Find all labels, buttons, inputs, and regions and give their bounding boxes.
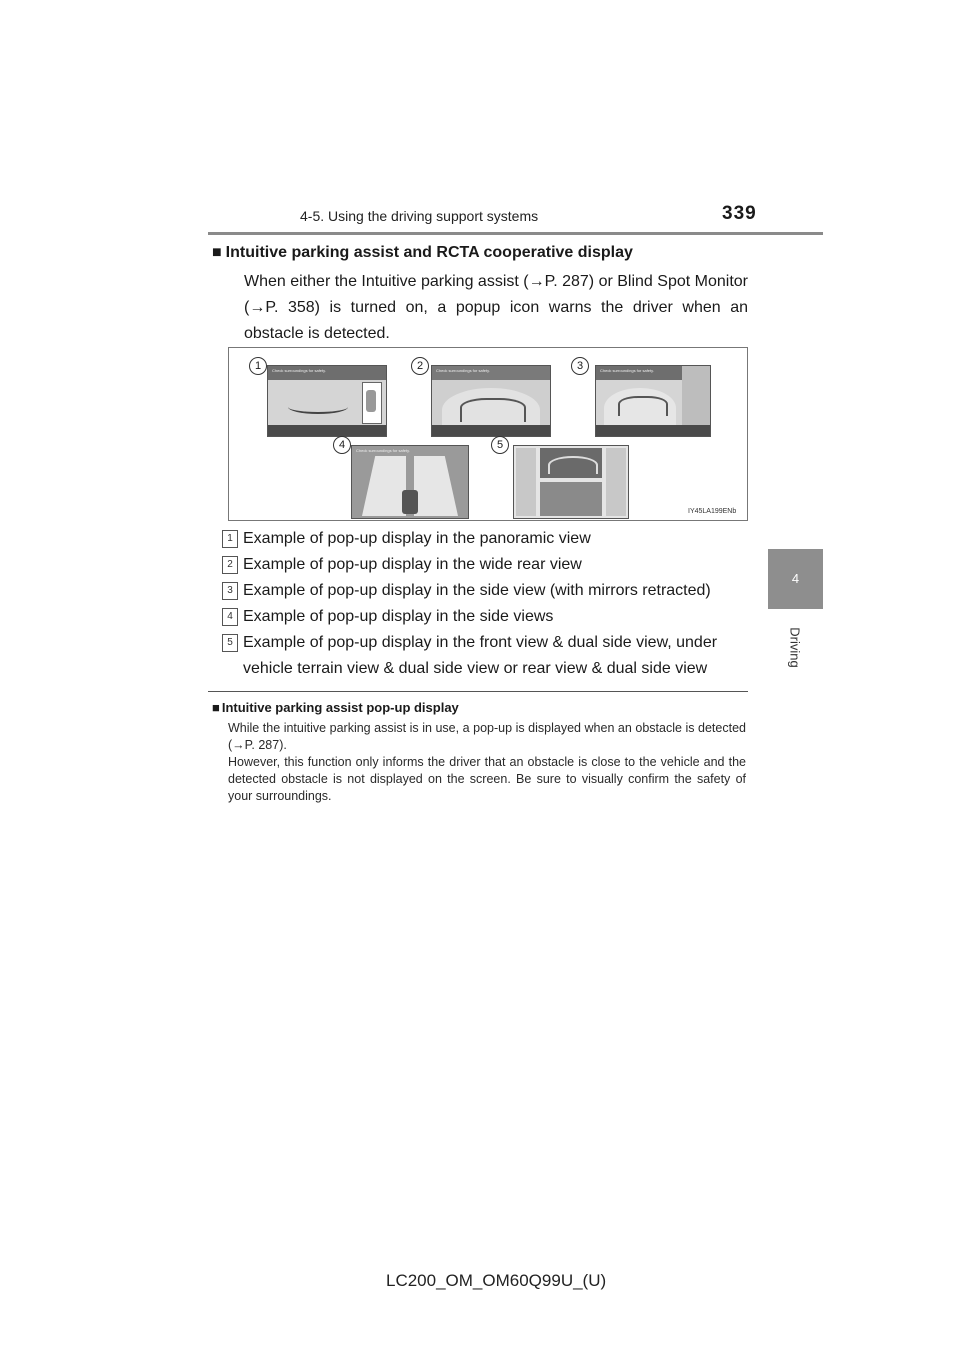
note-rule bbox=[208, 691, 748, 692]
note-paragraph-1: While the intuitive parking assist is in use, a pop-up is displayed when an obstacle is detected (→P. 287). bbox=[228, 721, 746, 752]
chapter-number: 4 bbox=[791, 571, 800, 586]
list-item bbox=[222, 578, 752, 604]
item-text: Example of pop-up display in the wide rear view bbox=[243, 556, 582, 573]
list-item bbox=[222, 604, 752, 630]
screen-caption: Check surroundings for safety. bbox=[436, 368, 490, 373]
screen-wide-rear-view bbox=[431, 365, 551, 437]
callout-1: 1 bbox=[249, 357, 267, 375]
callout-4: 4 bbox=[333, 436, 351, 454]
item-text: Example of pop-up display in the front view & dual side view, under vehicle terrain view & dual side view or rear view & dual side view bbox=[243, 634, 718, 677]
callout-3: 3 bbox=[571, 357, 589, 375]
screen-panoramic-view bbox=[267, 365, 387, 437]
screen-side-view-retracted bbox=[595, 365, 711, 437]
heading-text: Intuitive parking assist and RCTA cooperative display bbox=[225, 244, 633, 261]
note-heading bbox=[212, 700, 459, 715]
item-number: 3 bbox=[222, 582, 238, 600]
item-number: 1 bbox=[222, 530, 238, 548]
note-heading-text: Intuitive parking assist pop-up display bbox=[221, 700, 459, 715]
popup-display-figure bbox=[228, 347, 748, 521]
header-rule bbox=[208, 232, 823, 235]
item-text: Example of pop-up display in the side view (with mirrors retracted) bbox=[243, 582, 711, 599]
list-item bbox=[222, 552, 752, 578]
callout-5: 5 bbox=[491, 436, 509, 454]
screen-caption: Check surroundings for safety. bbox=[356, 448, 410, 453]
screen-side-views bbox=[351, 445, 469, 519]
note-marker: ■ bbox=[212, 700, 220, 715]
item-text: Example of pop-up display in the panoramic view bbox=[243, 530, 591, 547]
item-number: 4 bbox=[222, 608, 238, 626]
note-paragraph-2: However, this function only informs the driver that an obstacle is close to the vehicle and the detected obstacle is not displayed on the screen. Be sure to visually confirm the safety of your surroundings. bbox=[228, 755, 746, 803]
item-number: 2 bbox=[222, 556, 238, 574]
intro-paragraph: When either the Intuitive parking assist (→P. 287) or Blind Spot Monitor (→P. 358) is turned on, a popup icon warns the driver when an obstacle is detected. bbox=[244, 273, 748, 342]
screen-caption: Check surroundings for safety. bbox=[600, 368, 654, 373]
document-code: LC200_OM_OM60Q99U_(U) bbox=[386, 1271, 607, 1290]
heading-marker: ■ bbox=[212, 244, 222, 261]
screen-caption: Check surroundings for safety. bbox=[272, 368, 326, 373]
list-item bbox=[222, 526, 752, 552]
callout-2: 2 bbox=[411, 357, 429, 375]
section-title: 4-5. Using the driving support systems bbox=[300, 208, 539, 224]
note-body bbox=[228, 720, 746, 805]
section-heading bbox=[212, 244, 633, 262]
item-text: Example of pop-up display in the side views bbox=[243, 608, 554, 625]
chapter-label: Driving bbox=[787, 627, 803, 668]
page-number: 339 bbox=[722, 203, 757, 224]
figure-code: IY45LA199ENb bbox=[688, 508, 737, 515]
screen-front-dual-side-view bbox=[513, 445, 629, 519]
list-item bbox=[222, 630, 752, 682]
item-number: 5 bbox=[222, 634, 238, 652]
